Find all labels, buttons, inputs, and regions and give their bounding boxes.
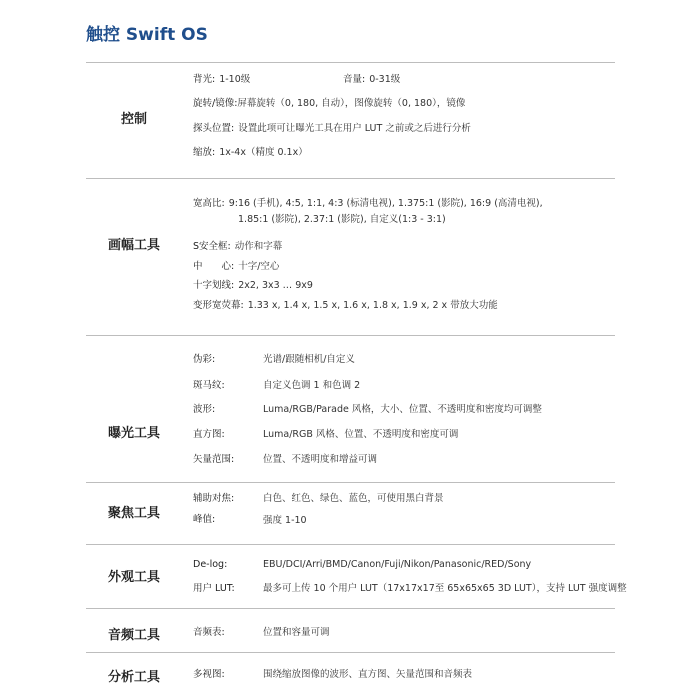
- spec-row-vectorscope: [193, 453, 234, 466]
- spec-row-probe: [193, 122, 471, 135]
- spec-row-delog: [193, 558, 227, 571]
- spec-value-false-color: 光谱/跟随相机/自定义: [263, 354, 355, 365]
- spec-label: 斑马纹:: [193, 380, 225, 391]
- spec-row-backlight: [193, 73, 250, 86]
- spec-row-waveform: [193, 403, 215, 416]
- spec-label: 伪彩:: [193, 354, 216, 365]
- spec-value-audio-meter: 位置和容量可调: [263, 627, 330, 638]
- spec-label: 旋转/镜像:: [193, 98, 238, 109]
- divider: [86, 482, 615, 483]
- section-title-look: 外观工具: [107, 570, 160, 585]
- spec-row-safe-area: [193, 240, 282, 253]
- spec-value-focus-assist: 白色、红色、绿色、蓝色，可使用黑白背景: [263, 493, 444, 504]
- spec-value: 0-31级: [369, 74, 401, 85]
- spec-value: 1.85:1 (影院), 2.37:1 (影院), 自定义(1:3 - 3:1): [238, 214, 446, 225]
- spec-label: 音频表:: [193, 627, 225, 638]
- spec-label: 辅助对焦:: [193, 493, 235, 504]
- divider: [86, 544, 615, 545]
- spec-value: 动作和字幕: [234, 241, 283, 252]
- spec-label: 十字划线:: [193, 280, 235, 291]
- spec-row-rotation: [193, 97, 465, 110]
- spec-value-vectorscope: 位置、不透明度和增益可调: [263, 454, 378, 465]
- spec-value-delog: EBU/DCI/Arri/BMD/Canon/Fuji/Nikon/Panasonic/RED/Sony: [263, 559, 532, 570]
- section-title-audio: 音频工具: [107, 628, 160, 643]
- spec-row-volume: [343, 73, 400, 86]
- spec-value-multiview: 围绕缩放图像的波形、直方图、矢量范围和音频表: [263, 669, 473, 680]
- spec-row-audio-meter: [193, 626, 225, 639]
- spec-row-focus-assist: [193, 492, 234, 505]
- spec-label: 用户 LUT:: [193, 583, 235, 594]
- spec-label: 直方图:: [193, 429, 225, 440]
- spec-label: 矢量范围:: [193, 454, 235, 465]
- spec-value-histogram: Luma/RGB 风格、位置、不透明度和密度可调: [263, 429, 459, 440]
- spec-label: De-log:: [193, 559, 228, 570]
- page-title: 触控 Swift OS: [86, 25, 208, 45]
- spec-row-multiview: [193, 668, 225, 681]
- spec-value-user-lut: 最多可上传 10 个用户 LUT（17x17x17至 65x65x65 3D LUT），支持 LUT 强度调整: [263, 583, 627, 594]
- spec-label: 背光:: [193, 74, 216, 85]
- divider: [86, 178, 615, 179]
- spec-row-user-lut: [193, 582, 235, 595]
- spec-label: 多视图:: [193, 669, 225, 680]
- spec-value-waveform: Luma/RGB/Parade 风格，大小、位置、不透明度和密度均可调整: [263, 404, 542, 415]
- section-title-frame: 画幅工具: [107, 238, 160, 253]
- spec-label: S安全框:: [193, 241, 231, 252]
- section-title-analysis: 分析工具: [107, 670, 160, 685]
- spec-row-center: [193, 260, 279, 273]
- spec-value: 1.33 x, 1.4 x, 1.5 x, 1.6 x, 1.8 x, 1.9 x, 2 x 带放大功能: [247, 300, 498, 311]
- spec-row-aspect-cont: [238, 213, 446, 226]
- spec-value-zebra: 自定义色调 1 和色调 2: [263, 380, 361, 391]
- spec-row-zoom: [193, 146, 308, 159]
- spec-row-peaking: [193, 513, 215, 526]
- spec-label: 波形:: [193, 404, 216, 415]
- spec-label: 宽高比:: [193, 198, 225, 209]
- divider: [86, 652, 615, 653]
- spec-row-grid: [193, 279, 313, 292]
- divider: [86, 62, 615, 63]
- spec-label: 探头位置:: [193, 123, 235, 134]
- spec-row-histogram: [193, 428, 225, 441]
- spec-row-zebra: [193, 379, 225, 392]
- spec-value: 1x-4x（精度 0.1x）: [219, 147, 308, 158]
- divider: [86, 335, 615, 336]
- divider: [86, 608, 615, 609]
- spec-value: 9:16 (手机), 4:5, 1:1, 4:3 (标清电视), 1.375:1 (影院), 16:9 (高清电视),: [228, 198, 543, 209]
- spec-label: 中 心:: [193, 261, 235, 272]
- spec-label: 音量:: [343, 74, 366, 85]
- section-title-exposure: 曝光工具: [107, 426, 160, 441]
- spec-value: 1-10级: [219, 74, 251, 85]
- spec-row-anamorphic: [193, 299, 498, 312]
- section-title-control: 控制: [120, 112, 147, 127]
- section-title-focus: 聚焦工具: [107, 506, 160, 521]
- spec-value: 2x2, 3x3 … 9x9: [238, 280, 313, 291]
- spec-value: 十字/空心: [238, 261, 280, 272]
- spec-value: 屏幕旋转（0, 180, 自动），图像旋转（0, 180），镜像: [237, 98, 466, 109]
- spec-label: 变形宽荧幕:: [193, 300, 244, 311]
- spec-row-aspect: [193, 197, 543, 210]
- spec-label: 缩放:: [193, 147, 216, 158]
- spec-value-peaking: 强度 1-10: [263, 515, 307, 526]
- spec-row-false-color: [193, 353, 215, 366]
- spec-value: 设置此项可让曝光工具在用户 LUT 之前或之后进行分析: [238, 123, 471, 134]
- spec-label: 峰值:: [193, 514, 216, 525]
